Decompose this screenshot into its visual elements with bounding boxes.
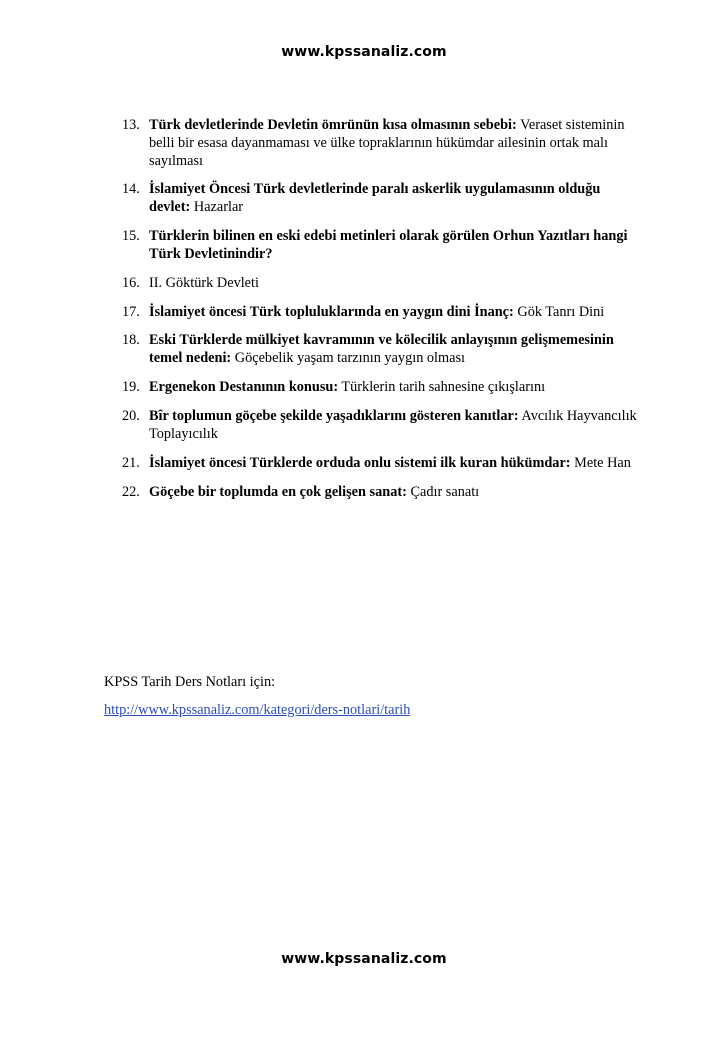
- list-item: [0, 116, 639, 170]
- answer-text: Veraset sisteminin belli bir esasa dayanmaması ve ülke topraklarının hükümdar ailesinin ortak malı sayılması: [149, 117, 625, 169]
- answer-text: Çadır sanatı: [406, 484, 480, 500]
- item-number: 16.: [122, 275, 140, 291]
- question-text: Eski Türklerde mülkiyet kavramının ve kölecilik anlayışının gelişmemesinin temel nedeni:: [149, 332, 614, 366]
- answer-text: Hazarlar: [190, 199, 244, 215]
- item-number: 14.: [122, 181, 140, 197]
- question-text: Göçebe bir toplumda en çok gelişen sanat:: [149, 484, 407, 500]
- answer-text: II. Göktürk Devleti: [149, 275, 259, 291]
- question-list: [0, 116, 728, 512]
- question-text: İslamiyet öncesi Türklerde orduda onlu sistemi ilk kuran hükümdar:: [149, 455, 571, 471]
- item-number: 20.: [122, 408, 140, 424]
- list-item: [0, 331, 639, 367]
- item-number: 19.: [122, 379, 140, 395]
- question-text: İslamiyet Öncesi Türk devletlerinde paralı askerlik uygulamasının olduğu devlet:: [149, 181, 601, 215]
- item-number: 21.: [122, 455, 140, 471]
- answer-text: Gök Tanrı Dini: [513, 304, 605, 320]
- list-item: [0, 180, 639, 216]
- item-number: 22.: [122, 484, 140, 500]
- question-text: Ergenekon Destanının konusu:: [149, 379, 339, 395]
- page-header: www.kpssanaliz.com: [281, 44, 447, 60]
- question-text: Bîr toplumun göçebe şekilde yaşadıklarını gösteren kanıtlar:: [149, 408, 519, 424]
- answer-text: Göçebelik yaşam tarzının yaygın olması: [231, 350, 466, 366]
- item-number: 15.: [122, 228, 140, 244]
- item-number: 18.: [122, 332, 140, 348]
- list-item: [0, 227, 639, 263]
- answer-text: Avcılık Hayvancılık Toplayıcılık: [149, 408, 637, 442]
- answer-text: Türklerin tarih sahnesine çıkışlarını: [338, 379, 546, 395]
- list-item: [0, 483, 639, 501]
- question-text: Türk devletlerinde Devletin ömrünün kısa olmasının sebebi:: [149, 117, 517, 133]
- question-text: Türklerin bilinen en eski edebi metinleri olarak görülen Orhun Yazıtları hangi Türk Devletinindir?: [149, 228, 628, 262]
- tarih-notes-link[interactable]: http://www.kpssanaliz.com/kategori/ders-notlari/tarih: [104, 702, 411, 718]
- list-item: [0, 454, 639, 472]
- list-item: [0, 378, 639, 396]
- page-footer: www.kpssanaliz.com: [281, 951, 447, 967]
- notes-caption: KPSS Tarih Ders Notları için:: [104, 674, 276, 690]
- answer-text: Mete Han: [570, 455, 631, 471]
- list-item: [0, 274, 639, 292]
- item-number: 17.: [122, 304, 140, 320]
- question-text: İslamiyet öncesi Türk topluluklarında en yaygın dini İnanç:: [149, 304, 514, 320]
- list-item: [0, 407, 639, 443]
- item-number: 13.: [122, 117, 140, 133]
- list-item: [0, 303, 639, 321]
